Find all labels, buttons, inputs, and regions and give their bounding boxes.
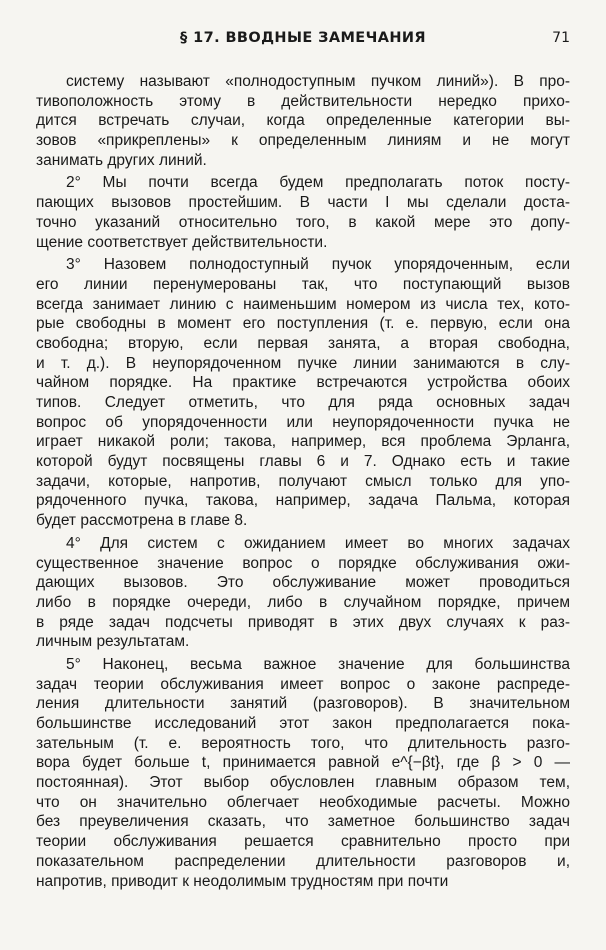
text-line: и т. д.). В неупорядоченном пучке линии занимаются в слу-	[36, 354, 570, 372]
paragraph	[36, 255, 570, 531]
paragraph	[36, 534, 570, 652]
text-line: постоянная). Этот выбор обусловлен главным образом тем,	[36, 774, 570, 792]
text-line: вопрос об упорядоченности или неупорядоченности пучка не	[36, 413, 570, 431]
text-line: свободна; вторую, если первая занята, а вторая свободна,	[36, 334, 570, 352]
text-line: типов. Следует отметить, что для ряда основных задач	[36, 394, 570, 411]
text-line: щение соответствует действительности.	[36, 233, 328, 251]
running-head: § 17. ВВОДНЫЕ ЗАМЕЧАНИЯ	[180, 30, 426, 46]
text-line: 4° Для систем с ожиданием имеет во многих задачах	[66, 534, 570, 552]
text-line: 3° Назовем полнодоступный пучок упорядоченным, если	[66, 256, 570, 274]
page-body	[36, 72, 570, 891]
text-line: его линии перенумерованы так, что поступающий вызов	[36, 275, 570, 293]
text-line: дающих вызовов. Это обслуживание может проводиться	[36, 574, 570, 592]
text-line: вора будет больше t, принимается равной e^{−βt}, где β > 0 —	[36, 754, 570, 772]
page-number: 71	[552, 30, 570, 46]
text-line: всегда занимает линию с наименьшим номером из числа тех, кото-	[36, 295, 570, 313]
text-line: задачи, которые, напротив, получают смысл только для упо-	[36, 472, 570, 490]
paragraph	[36, 72, 570, 170]
text-line: 2° Мы почти всегда будем предполагать поток посту-	[66, 174, 570, 192]
text-line: чайном порядке. На практике встречаются устройства обоих	[36, 374, 570, 392]
text-line: зовов «прикреплены» к определенным линиям и не могут	[36, 132, 570, 150]
paragraph	[36, 173, 570, 252]
text-line: ления длительности занятий (разговоров). В значительном	[36, 695, 570, 713]
text-line: либо в порядке очереди, либо в случайном порядке, причем	[36, 593, 570, 611]
text-line: занимать других линий.	[36, 151, 207, 169]
text-line: дится встречать случаи, когда определенные категории вы-	[36, 112, 570, 130]
text-line: точно указаний относительно того, в какой мере это допу-	[36, 213, 570, 231]
text-line: систему называют «полнодоступным пучком линий»). В про-	[66, 73, 570, 90]
text-line: играет никакой роли; такова, например, вся проблема Эрланга,	[36, 433, 570, 451]
text-line: зательным (т. е. вероятность того, что длительность разго-	[36, 734, 570, 752]
page-header	[36, 30, 570, 50]
text-line: показательном распределении длительности разговоров и,	[36, 852, 570, 870]
text-line: которой будут посвящены главы 6 и 7. Однако есть и такие	[36, 453, 570, 471]
paragraph	[36, 655, 570, 891]
text-line: что он значительно облегчает необходимые расчеты. Можно	[36, 793, 570, 811]
text-line: пающих вызовов простейшим. В части I мы сделали доста-	[36, 194, 570, 212]
text-line: личным результатам.	[36, 633, 190, 651]
text-line: тивоположность этому в действительности нередко прихо-	[36, 92, 570, 110]
text-line: напротив, приводит к неодолимым трудностям при почти	[36, 872, 449, 890]
text-line: задач теории обслуживания имеет вопрос о законе распреде-	[36, 675, 570, 693]
text-line: большинстве исследований этот закон предполагается пока-	[36, 715, 570, 732]
text-line: 5° Наконец, весьма важное значение для большинства	[66, 655, 570, 673]
text-line: без преувеличения сказать, что заметное большинство задач	[36, 813, 570, 831]
text-line: существенное значение вопрос о порядке обслуживания ожи-	[36, 554, 570, 572]
text-line: рые свободны в момент его поступления (т. е. первую, если она	[36, 315, 570, 333]
text-line: будет рассмотрена в главе 8.	[36, 512, 248, 530]
text-line: в ряде задач подсчеты приводят в этих двух случаях к раз-	[36, 613, 570, 631]
text-line: теории обслуживания решается сравнительно просто при	[36, 833, 570, 851]
text-line: рядоченного пучка, такова, например, задача Пальма, которая	[36, 492, 570, 510]
